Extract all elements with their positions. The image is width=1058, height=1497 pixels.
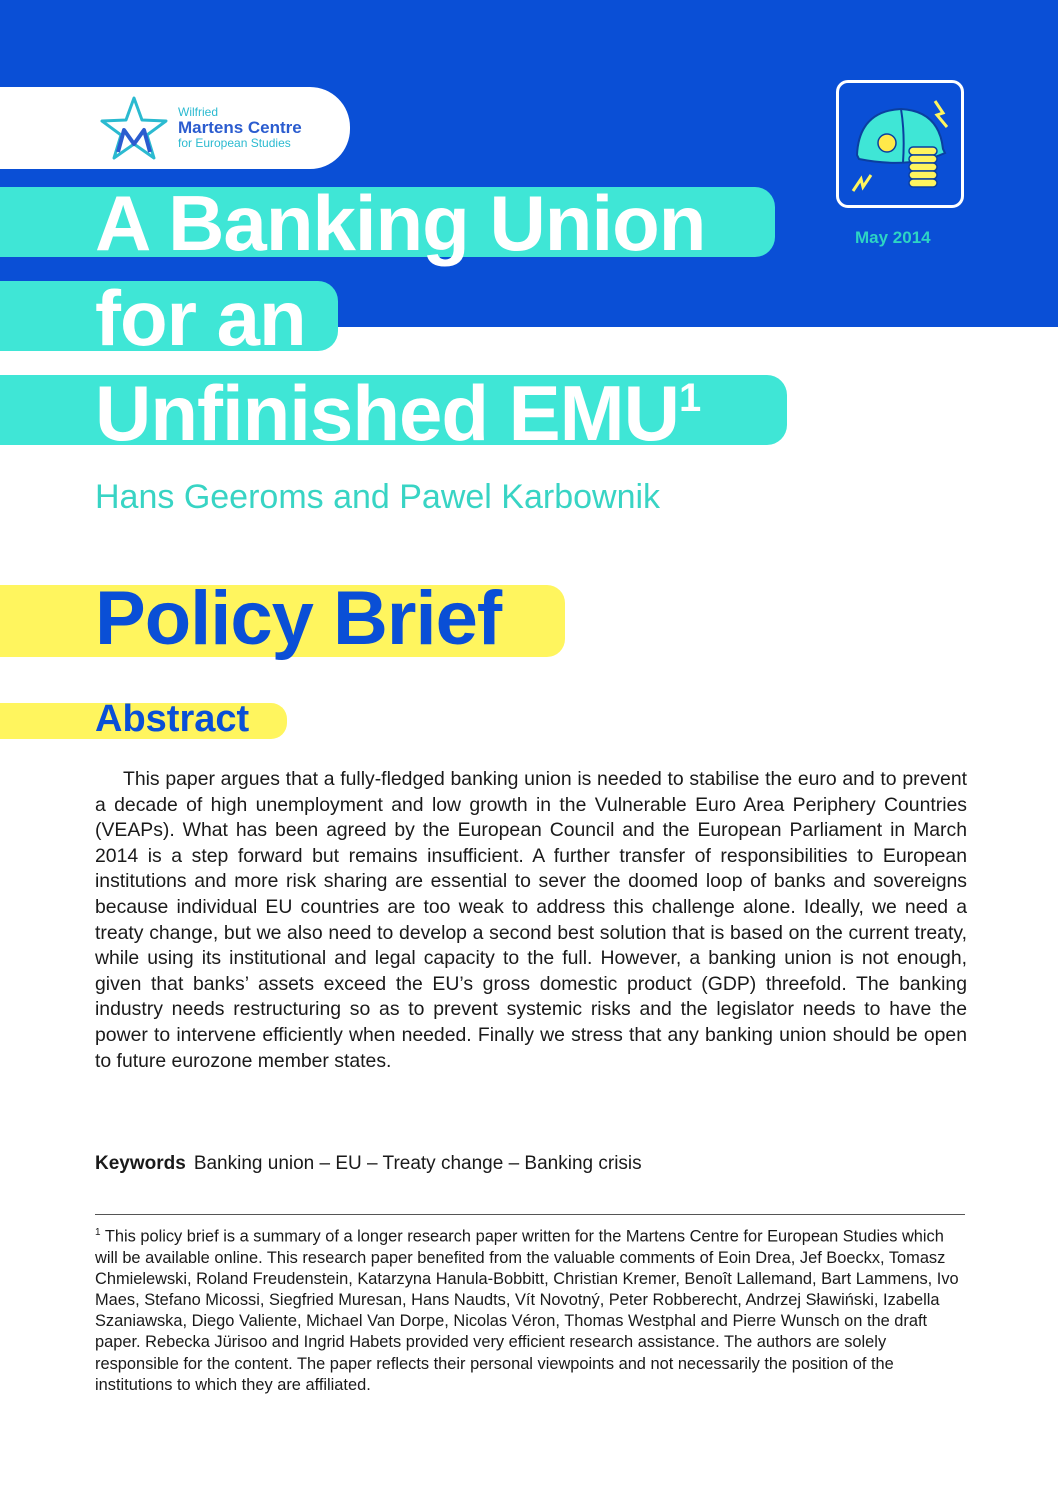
logo-line-wilfried: Wilfried xyxy=(178,105,219,119)
authors: Hans Geeroms and Pawel Karbownik xyxy=(95,478,661,516)
footnote-mark: 1 xyxy=(95,1227,101,1238)
title-line-3 xyxy=(95,369,701,457)
title-footnote-mark: 1 xyxy=(679,376,701,420)
helmet-coins-icon xyxy=(839,83,961,205)
footnote xyxy=(95,1222,965,1396)
logo-line-studies: for European Studies xyxy=(178,136,291,150)
emblem-box xyxy=(836,80,964,208)
title-line-3-text: Unfinished EMU xyxy=(95,369,679,457)
logo-wordmark xyxy=(178,106,302,149)
keywords-value: Banking union – EU – Treaty change – Banking crisis xyxy=(193,1153,642,1174)
keywords-label: Keywords xyxy=(95,1153,186,1174)
abstract-text: This paper argues that a fully-fledged banking union is needed to stabilise the euro and to prevent a decade of high unemployment and low growth in the Vulnerable Euro Area Periphery Countries (VEAPs). What has been agreed by the European Council and the European Parliament in March 2014 is a step forward but remains insufficient. A further transfer of responsibilities to European institutions and more risk sharing are essential to sever the doomed loop of banks and sovereigns because individual EU countries are too weak to address this challenge alone. Ideally, we need a treaty change, but we also need to develop a second best solution that is based on the current treaty, while using its institutional and legal capacity to the full. However, a banking union is not enough, given that banks’ assets exceed the EU’s gross domestic product (GDP) threefold. The banking industry needs restructuring so as to prevent systemic risks and the legislator needs to have the power to intervene efficiently when needed. Finally we stress that any banking union should be open to future eurozone member states. xyxy=(95,768,967,1072)
title-line-2: for an xyxy=(95,274,306,362)
footnote-text: This policy brief is a summary of a longer research paper written for the Martens Centre for European Studies which will be available online. This research paper benefited from the valuable comments of Eoin Drea, Jef Boeckx, Tomasz Chmielewski, Roland Freudenstein, Katarzyna Hanula-Bobbitt, Christian Kremer, Benoît Lallemand, Bart Lammens, Ivo Maes, Stefano Micossi, Siegfried Muresan, Hans Naudts, Vít Novotný, Peter Robberecht, Andrzej Sławiński, Izabella Szaniawska, Diego Valiente, Michael Van Dorpe, Nicolas Véron, Thomas Westphal and Pierre Wunsch on the draft paper. Rebecka Jürisoo and Ingrid Habets provided very efficient research assistance. The authors are solely responsible for the content. The paper reflects their personal viewpoints and not necessarily the position of the institutions to which they are affiliated. xyxy=(95,1227,959,1394)
footnote-divider xyxy=(95,1214,965,1215)
martens-star-icon xyxy=(100,96,168,162)
logo-line-martens: Martens Centre xyxy=(178,118,302,137)
publication-date: May 2014 xyxy=(855,228,931,247)
series-label: Policy Brief xyxy=(95,576,502,661)
title-line-1: A Banking Union xyxy=(95,179,706,267)
abstract-heading: Abstract xyxy=(95,698,250,740)
keywords xyxy=(95,1153,642,1175)
